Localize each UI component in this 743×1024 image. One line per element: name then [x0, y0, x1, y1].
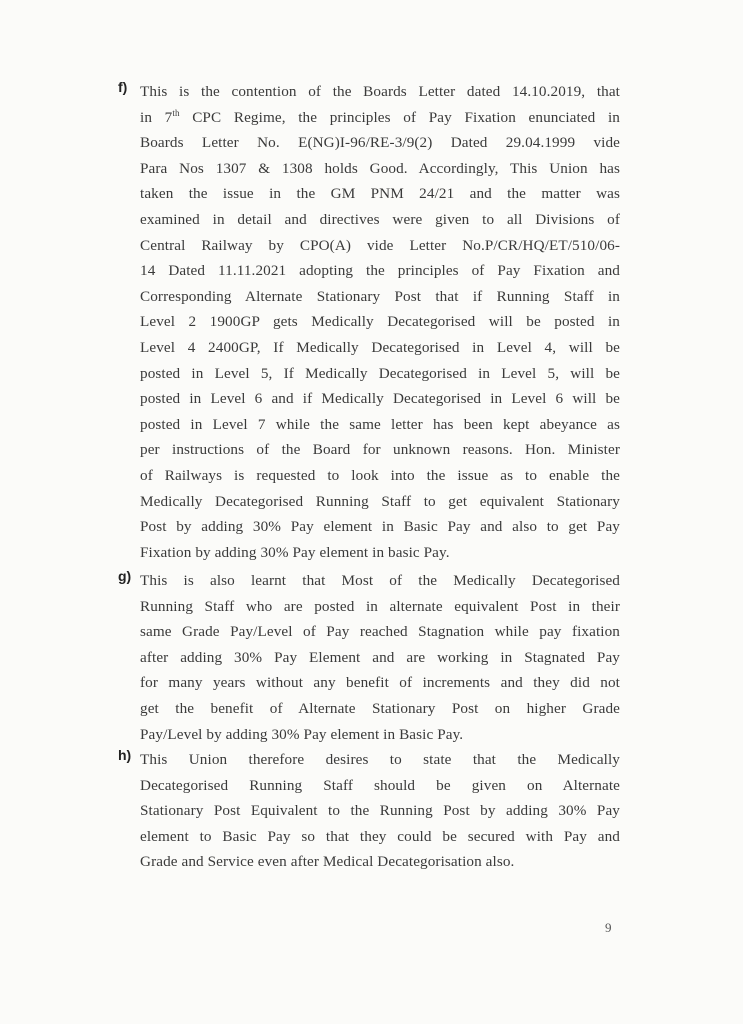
text-line: Running Staff who are posted in alternate equivalent Post in their	[140, 597, 620, 615]
text-line: per instructions of the Board for unknown reasons. Hon. Minister	[140, 441, 620, 459]
text-line: Pay/Level by adding 30% Pay element in Basic Pay.	[140, 725, 464, 743]
text-line: Fixation by adding 30% Pay element in basic Pay.	[140, 543, 450, 561]
text-line: after adding 30% Pay Element and are working in Stagnated Pay	[140, 648, 620, 666]
text-line: Decategorised Running Staff should be given on Alternate	[140, 776, 620, 794]
text-line: This is the contention of the Boards Letter dated 14.10.2019, that	[140, 83, 620, 100]
text-line: Level 2 1900GP gets Medically Decategorised will be posted in	[140, 313, 620, 331]
page-number: 9	[605, 920, 612, 935]
text-line: 14 Dated 11.11.2021 adopting the principles of Pay Fixation and	[140, 262, 620, 280]
text-line: same Grade Pay/Level of Pay reached Stagnation while pay fixation	[140, 623, 620, 641]
paragraph-body	[140, 568, 620, 747]
text-line: Level 4 2400GP, If Medically Decategorised in Level 4, will be	[140, 338, 620, 356]
paragraph-body	[140, 747, 620, 875]
paragraph-body	[140, 79, 620, 565]
text-line: Boards Letter No. E(NG)I-96/RE-3/9(2) Dated 29.04.1999 vide	[140, 134, 620, 152]
paragraph-label: h)	[118, 747, 132, 763]
text-line: Stationary Post Equivalent to the Running Post by adding 30% Pay	[140, 802, 620, 820]
text-line: element to Basic Pay so that they could be secured with Pay and	[140, 827, 620, 845]
text-line: Para Nos 1307 & 1308 holds Good. Accordingly, This Union has	[140, 159, 620, 177]
text-line: Post by adding 30% Pay element in Basic Pay and also to get Pay	[140, 518, 620, 536]
text-line: for many years without any benefit of increments and they did not	[140, 674, 620, 692]
text-line: of Railways is requested to look into the issue as to enable the	[140, 466, 620, 484]
text-line: in 7th CPC Regime, the principles of Pay Fixation enunciated in	[140, 107, 620, 126]
text-line: taken the issue in the GM PNM 24/21 and the matter was	[140, 185, 620, 203]
text-line: Grade and Service even after Medical Decategorisation also.	[140, 853, 515, 871]
text-line: Medically Decategorised Running Staff to get equivalent Stationary	[140, 492, 620, 510]
paragraph-label: g)	[118, 568, 132, 584]
text-line: examined in detail and directives were given to all Divisions of	[140, 210, 620, 228]
paragraph-label: f)	[118, 79, 128, 95]
text-line: posted in Level 7 while the same letter has been kept abeyance as	[140, 415, 620, 433]
text-line: This is also learnt that Most of the Medically Decategorised	[140, 572, 620, 589]
text-line: This Union therefore desires to state that the Medically	[140, 751, 620, 768]
text-line: posted in Level 5, If Medically Decategorised in Level 5, will be	[140, 364, 620, 382]
text-line: get the benefit of Alternate Stationary Post on higher Grade	[140, 699, 620, 717]
text-line: Corresponding Alternate Stationary Post that if Running Staff in	[140, 287, 620, 305]
text-line: Central Railway by CPO(A) vide Letter No.P/CR/HQ/ET/510/06-	[140, 236, 620, 254]
text-line: posted in Level 6 and if Medically Decategorised in Level 6 will be	[140, 390, 620, 408]
